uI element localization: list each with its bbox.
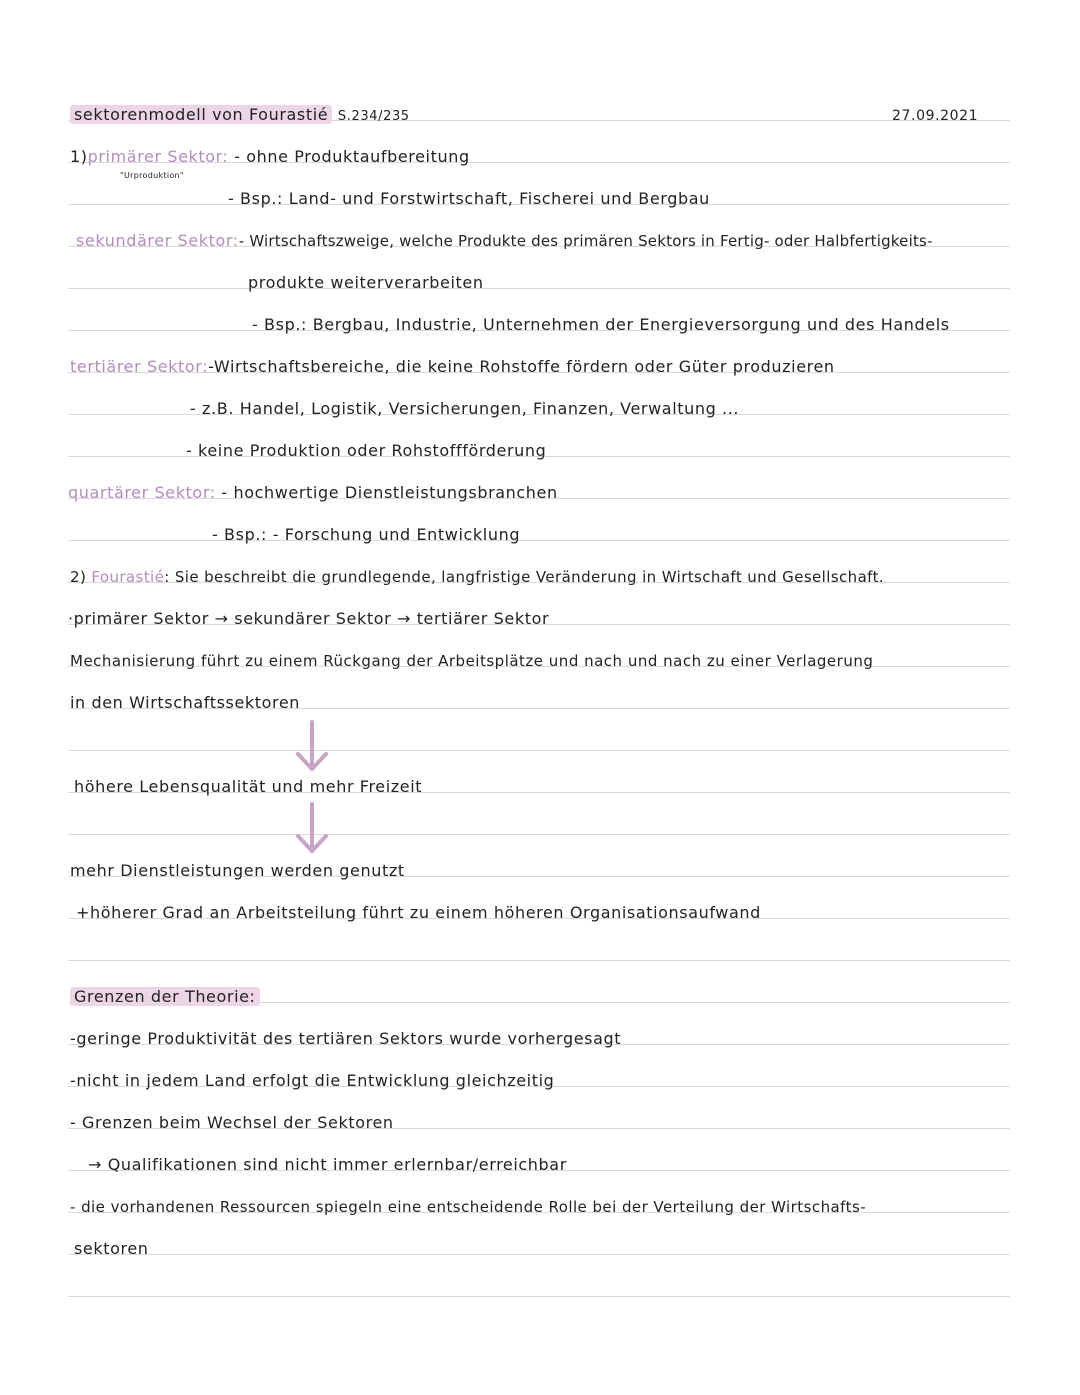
title-reference: S.234/235	[337, 109, 410, 124]
limits-item: - Grenzen beim Wechsel der Sektoren	[70, 1113, 394, 1132]
tertiary-sector-line	[70, 357, 835, 377]
result-services: mehr Dienstleistungen werden genutzt	[70, 861, 405, 880]
result-division-of-labour: +höherer Grad an Arbeitsteilung führt zu einem höheren Organisationsaufwand	[76, 903, 761, 922]
quaternary-sector-line	[68, 483, 558, 503]
ruled-line	[68, 750, 1010, 751]
tertiary-sector-example-2: - keine Produktion oder Rohstoffförderung	[186, 441, 547, 460]
fourastie-text: : Sie beschreibt die grundlegende, langfristige Veränderung in Wirtschaft und Gesellschaft.	[164, 568, 885, 586]
secondary-sector-example: - Bsp.: Bergbau, Industrie, Unternehmen der Energieversorgung und des Handels	[252, 315, 950, 334]
tertiary-sector-label: tertiärer Sektor:	[70, 357, 209, 376]
quaternary-sector-label: quartärer Sektor:	[68, 483, 216, 502]
mechanization-line: Mechanisierung führt zu einem Rückgang der Arbeitsplätze und nach und nach zu einer Verlagerung	[70, 652, 874, 670]
down-arrow-icon	[292, 718, 332, 774]
limits-heading	[70, 987, 260, 1007]
secondary-sector-text: - Wirtschaftszweige, welche Produkte des primären Sektors in Fertig- oder Halbfertigkeits-	[238, 232, 933, 250]
ruled-line	[68, 288, 1010, 289]
secondary-sector-line	[76, 231, 933, 251]
quaternary-sector-text: - hochwertige Dienstleistungsbranchen	[221, 483, 558, 502]
date: 27.09.2021	[892, 108, 979, 124]
page-title	[70, 105, 410, 127]
primary-sector-text: - ohne Produktaufbereitung	[234, 147, 470, 166]
primary-sector-note: "Urproduktion"	[120, 171, 184, 180]
result-quality-of-life: höhere Lebensqualität und mehr Freizeit	[74, 777, 423, 796]
section2-number: 2)	[70, 568, 87, 586]
secondary-sector-label: sekundärer Sektor:	[76, 231, 239, 250]
ruled-line	[68, 1296, 1010, 1297]
limits-item-cont: sektoren	[74, 1239, 149, 1258]
primary-sector-label: primärer Sektor:	[87, 147, 229, 166]
tertiary-sector-text: -Wirtschaftsbereiche, die keine Rohstoffe fördern oder Güter produzieren	[208, 357, 835, 376]
section1-number: 1)	[70, 147, 88, 166]
secondary-sector-text-cont: produkte weiterverarbeiten	[248, 273, 484, 292]
tertiary-sector-example-1: - z.B. Handel, Logistik, Versicherungen, Finanzen, Verwaltung ...	[190, 399, 740, 418]
mechanization-line-cont: in den Wirtschaftssektoren	[70, 693, 301, 712]
primary-sector-example: - Bsp.: Land- und Forstwirtschaft, Fischerei und Bergbau	[228, 189, 710, 208]
limits-heading-text: Grenzen der Theorie:	[70, 987, 260, 1006]
limits-item: - die vorhandenen Ressourcen spiegeln eine entscheidende Rolle bei der Verteilung der Wirtschafts-	[70, 1198, 867, 1216]
quaternary-sector-example: - Bsp.: - Forschung und Entwicklung	[212, 525, 521, 544]
title-text: sektorenmodell von Fourastié	[70, 105, 332, 124]
primary-sector-line	[70, 147, 470, 167]
limits-item: -geringe Produktivität des tertiären Sektors wurde vorhergesagt	[70, 1029, 622, 1048]
ruled-line	[68, 834, 1010, 835]
ruled-line	[68, 960, 1010, 961]
sector-flow: ·primärer Sektor → sekundärer Sektor → tertiärer Sektor	[68, 609, 550, 628]
limits-item: -nicht in jedem Land erfolgt die Entwicklung gleichzeitig	[70, 1071, 555, 1090]
ruled-line	[68, 540, 1010, 541]
ruled-line	[68, 1254, 1010, 1255]
limits-subitem: → Qualifikationen sind nicht immer erlernbar/erreichbar	[88, 1155, 567, 1174]
fourastie-label: Fourastié	[91, 568, 165, 586]
fourastie-line	[70, 567, 884, 587]
down-arrow-icon	[292, 800, 332, 856]
